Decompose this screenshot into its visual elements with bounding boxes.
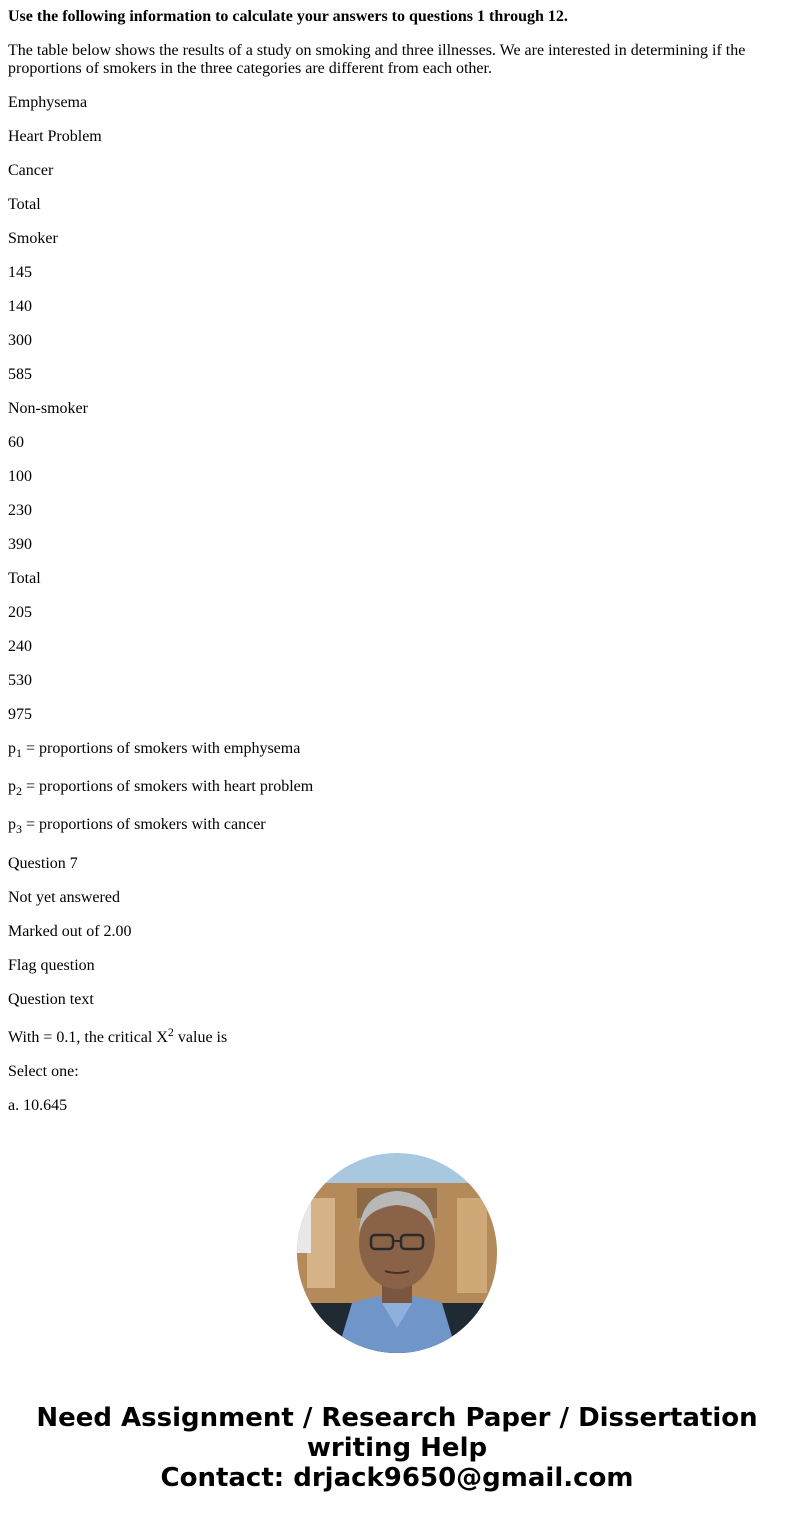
table-cell: 975 [8, 706, 32, 723]
definition-p1 [8, 740, 300, 758]
definition-text: = proportions of smokers with cancer [22, 816, 266, 833]
col-header-cancer: Cancer [8, 162, 54, 179]
avatar [297, 1153, 497, 1353]
definition-symbol: p [8, 816, 16, 833]
definition-p2 [8, 778, 313, 796]
table-cell: 585 [8, 366, 32, 383]
prompt-superscript: 2 [167, 1025, 174, 1039]
definition-text: = proportions of smokers with heart problem [22, 778, 314, 795]
table-cell: 230 [8, 502, 32, 519]
question-status: Not yet answered [8, 889, 120, 906]
question-marks: Marked out of 2.00 [8, 923, 132, 940]
table-cell: 140 [8, 298, 32, 315]
question-number: Question 7 [8, 855, 78, 872]
definition-p3 [8, 816, 266, 834]
col-header-total: Total [8, 196, 41, 213]
promo-banner [0, 1403, 794, 1493]
row-label-non-smoker: Non-smoker [8, 400, 88, 417]
question-prompt [8, 1025, 228, 1047]
prompt-after: value is [173, 1029, 228, 1046]
table-cell: 530 [8, 672, 32, 689]
col-header-emphysema: Emphysema [8, 94, 88, 111]
table-cell: 145 [8, 264, 32, 281]
table-cell: 205 [8, 604, 32, 621]
table-cell: 100 [8, 468, 32, 485]
promo-line-1: Need Assignment / Research Paper / Dissertation [36, 1403, 758, 1433]
row-label-smoker: Smoker [8, 230, 58, 247]
table-cell: 60 [8, 434, 24, 451]
definition-symbol: p [8, 778, 16, 795]
definition-text: = proportions of smokers with emphysema [22, 740, 301, 757]
promo-contact: Contact: drjack9650@gmail.com [160, 1463, 634, 1493]
flag-question-link[interactable]: Flag question [8, 957, 95, 974]
row-label-total: Total [8, 570, 41, 587]
definition-subscript: 1 [16, 746, 22, 760]
prompt-before: With = 0.1, the critical X [8, 1029, 168, 1046]
answer-option-a[interactable]: a. 10.645 [8, 1097, 68, 1114]
avatar-portrait-icon [297, 1153, 497, 1353]
select-one-label: Select one: [8, 1063, 79, 1080]
table-cell: 300 [8, 332, 32, 349]
promo-line-2: writing Help [306, 1433, 488, 1463]
table-cell: 390 [8, 536, 32, 553]
col-header-heart-problem: Heart Problem [8, 128, 102, 145]
table-cell: 240 [8, 638, 32, 655]
study-description: The table below shows the results of a study on smoking and three illnesses. We are interested in determining if the proportions of smokers in the three categories are different from each other. [8, 42, 746, 77]
definition-subscript: 2 [16, 784, 22, 798]
instruction-heading: Use the following information to calculate your answers to questions 1 through 12. [8, 8, 568, 25]
definition-subscript: 3 [16, 822, 22, 836]
question-text-heading: Question text [8, 991, 94, 1008]
definition-symbol: p [8, 740, 16, 757]
